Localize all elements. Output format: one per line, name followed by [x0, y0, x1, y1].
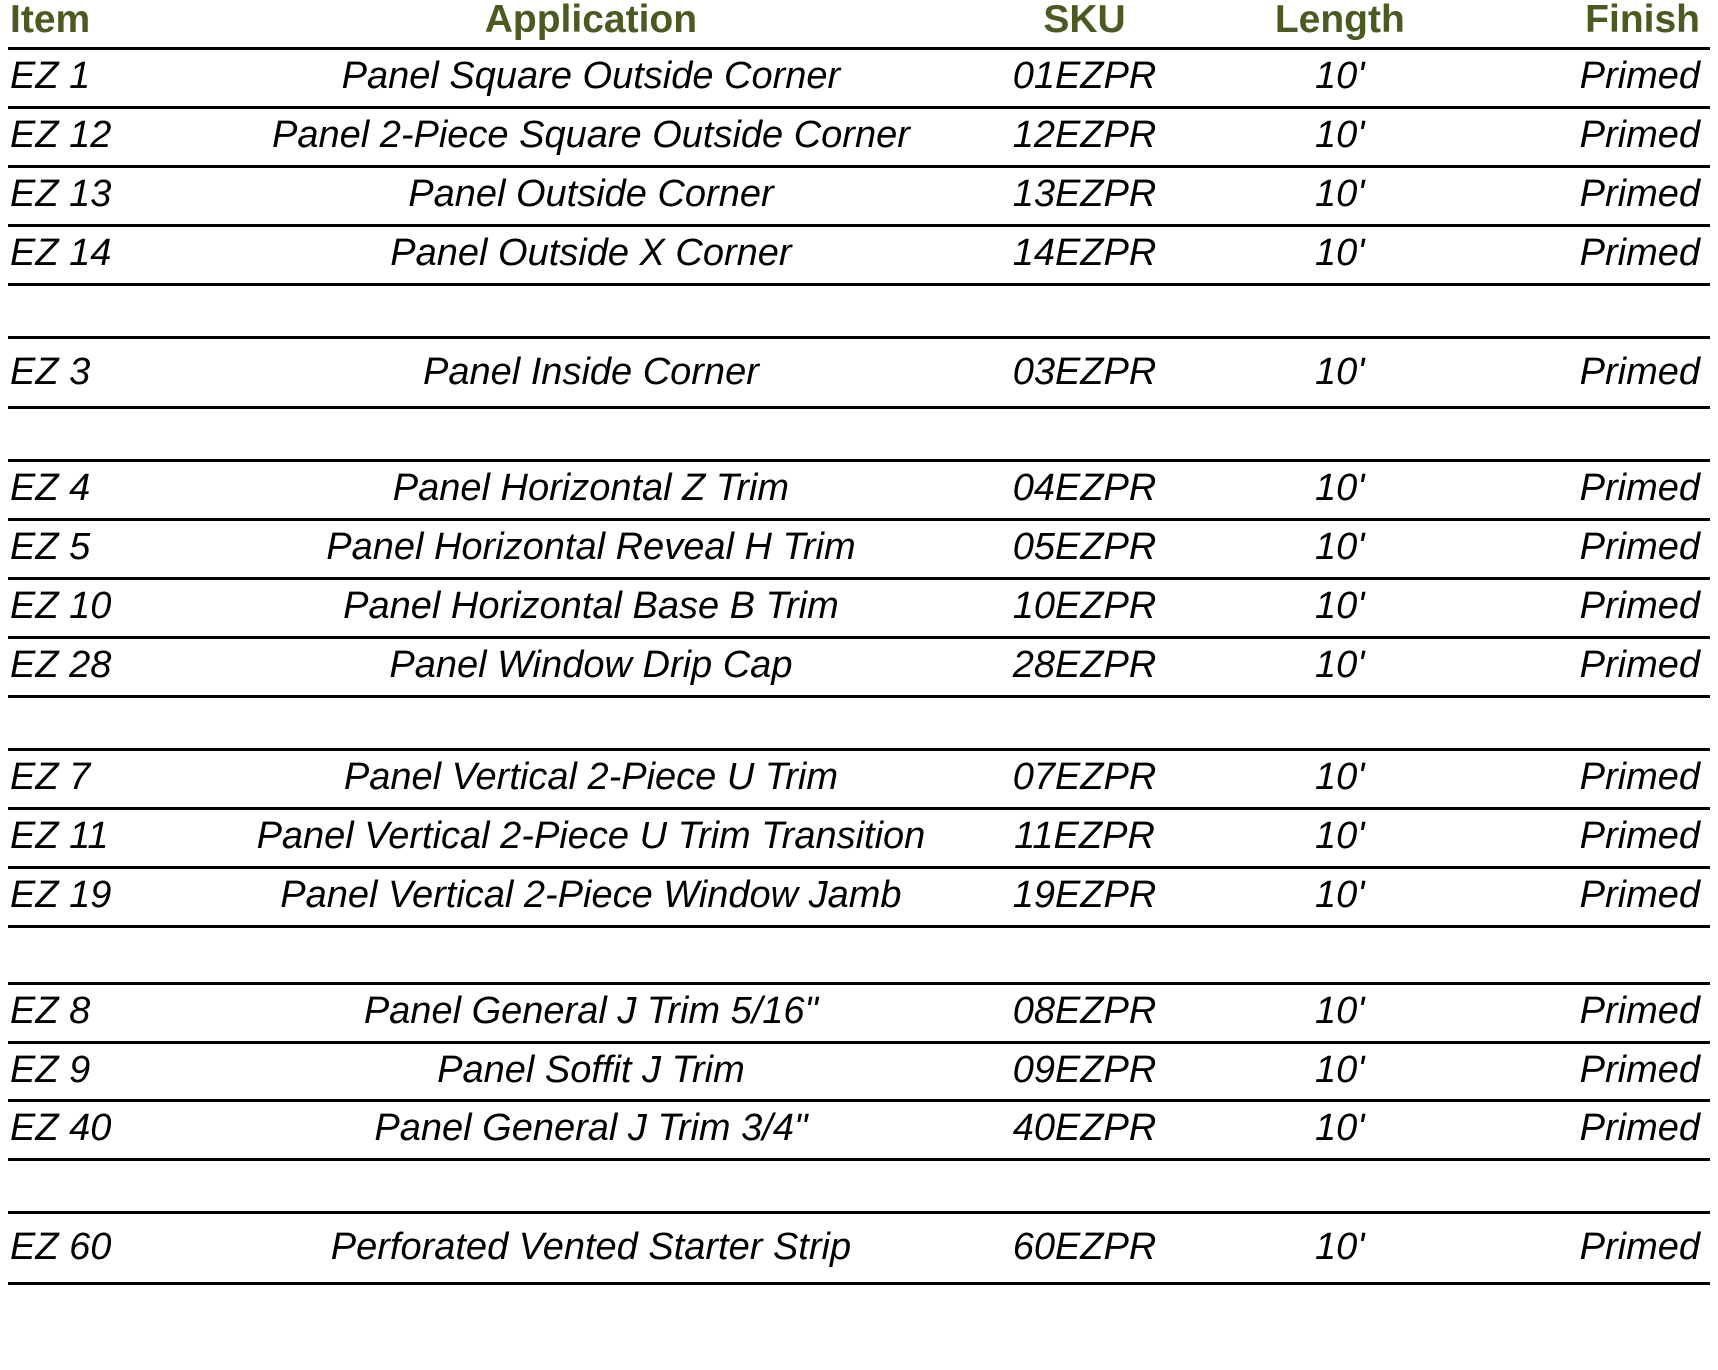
group-separator-cell — [953, 284, 1217, 337]
cell-item: EZ 60 — [8, 1213, 229, 1284]
cell-length: 10' — [1216, 225, 1463, 284]
cell-finish: Primed — [1463, 225, 1710, 284]
cell-item: EZ 8 — [8, 983, 229, 1042]
cell-finish: Primed — [1463, 750, 1710, 809]
group-separator-cell — [1463, 697, 1710, 750]
cell-sku: 08EZPR — [953, 983, 1217, 1042]
group-separator-cell — [953, 408, 1217, 461]
cell-length: 10' — [1216, 750, 1463, 809]
cell-sku: 10EZPR — [953, 579, 1217, 638]
group-separator-cell — [1216, 408, 1463, 461]
cell-length: 10' — [1216, 166, 1463, 225]
group-separator-cell — [953, 1160, 1217, 1213]
cell-finish: Primed — [1463, 1213, 1710, 1284]
cell-sku: 03EZPR — [953, 337, 1217, 408]
cell-sku: 19EZPR — [953, 867, 1217, 926]
table-row — [8, 1213, 1710, 1284]
table-row — [8, 520, 1710, 579]
cell-application: Perforated Vented Starter Strip — [229, 1213, 952, 1284]
group-separator-cell — [8, 697, 229, 750]
table-header-row — [8, 0, 1710, 49]
cell-sku: 14EZPR — [953, 225, 1217, 284]
cell-application: Panel Vertical 2-Piece U Trim — [229, 750, 952, 809]
cell-finish: Primed — [1463, 49, 1710, 108]
table-row — [8, 808, 1710, 867]
group-separator-cell — [229, 284, 952, 337]
cell-sku: 05EZPR — [953, 520, 1217, 579]
cell-finish: Primed — [1463, 337, 1710, 408]
cell-sku: 04EZPR — [953, 461, 1217, 520]
cell-length: 10' — [1216, 579, 1463, 638]
group-separator-cell — [8, 408, 229, 461]
cell-application: Panel Soffit J Trim — [229, 1042, 952, 1101]
table-row — [8, 867, 1710, 926]
cell-length: 10' — [1216, 867, 1463, 926]
table-row — [8, 337, 1710, 408]
group-separator-cell — [1463, 284, 1710, 337]
cell-item: EZ 9 — [8, 1042, 229, 1101]
table-row — [8, 1101, 1710, 1160]
group-separator-cell — [229, 408, 952, 461]
cell-sku: 09EZPR — [953, 1042, 1217, 1101]
cell-item: EZ 14 — [8, 225, 229, 284]
cell-length: 10' — [1216, 1042, 1463, 1101]
cell-length: 10' — [1216, 1213, 1463, 1284]
group-separator-cell — [229, 697, 952, 750]
cell-item: EZ 10 — [8, 579, 229, 638]
cell-finish: Primed — [1463, 1101, 1710, 1160]
table-row — [8, 750, 1710, 809]
cell-item: EZ 4 — [8, 461, 229, 520]
cell-finish: Primed — [1463, 808, 1710, 867]
cell-sku: 40EZPR — [953, 1101, 1217, 1160]
cell-application: Panel Inside Corner — [229, 337, 952, 408]
cell-length: 10' — [1216, 983, 1463, 1042]
table-row — [8, 49, 1710, 108]
cell-finish: Primed — [1463, 166, 1710, 225]
product-trim-table — [8, 0, 1710, 1285]
group-separator-cell — [1216, 926, 1463, 983]
group-separator-cell — [1463, 408, 1710, 461]
cell-application: Panel 2-Piece Square Outside Corner — [229, 107, 952, 166]
cell-application: Panel Outside Corner — [229, 166, 952, 225]
column-header-item: Item — [8, 0, 229, 49]
cell-item: EZ 1 — [8, 49, 229, 108]
cell-item: EZ 7 — [8, 750, 229, 809]
table-row — [8, 461, 1710, 520]
group-separator-cell — [8, 284, 229, 337]
cell-sku: 11EZPR — [953, 808, 1217, 867]
column-header-length: Length — [1216, 0, 1463, 49]
cell-finish: Primed — [1463, 638, 1710, 697]
cell-sku: 07EZPR — [953, 750, 1217, 809]
cell-length: 10' — [1216, 1101, 1463, 1160]
cell-finish: Primed — [1463, 579, 1710, 638]
cell-sku: 13EZPR — [953, 166, 1217, 225]
cell-finish: Primed — [1463, 867, 1710, 926]
cell-sku: 01EZPR — [953, 49, 1217, 108]
group-separator-row — [8, 926, 1710, 983]
table-body — [8, 49, 1710, 1284]
group-separator-cell — [229, 926, 952, 983]
cell-sku: 60EZPR — [953, 1213, 1217, 1284]
group-separator-cell — [953, 697, 1217, 750]
cell-item: EZ 40 — [8, 1101, 229, 1160]
column-header-sku: SKU — [953, 0, 1217, 49]
cell-length: 10' — [1216, 107, 1463, 166]
cell-application: Panel Square Outside Corner — [229, 49, 952, 108]
cell-application: Panel Window Drip Cap — [229, 638, 952, 697]
cell-application: Panel Horizontal Reveal H Trim — [229, 520, 952, 579]
cell-application: Panel General J Trim 3/4" — [229, 1101, 952, 1160]
group-separator-row — [8, 697, 1710, 750]
cell-item: EZ 5 — [8, 520, 229, 579]
group-separator-cell — [8, 1160, 229, 1213]
table-row — [8, 225, 1710, 284]
cell-application: Panel Vertical 2-Piece Window Jamb — [229, 867, 952, 926]
cell-length: 10' — [1216, 49, 1463, 108]
table-row — [8, 983, 1710, 1042]
cell-length: 10' — [1216, 808, 1463, 867]
cell-item: EZ 28 — [8, 638, 229, 697]
cell-finish: Primed — [1463, 461, 1710, 520]
group-separator-cell — [1216, 1160, 1463, 1213]
table-row — [8, 579, 1710, 638]
group-separator-row — [8, 1160, 1710, 1213]
cell-item: EZ 11 — [8, 808, 229, 867]
table-row — [8, 638, 1710, 697]
table-row — [8, 1042, 1710, 1101]
cell-item: EZ 19 — [8, 867, 229, 926]
cell-item: EZ 12 — [8, 107, 229, 166]
cell-length: 10' — [1216, 520, 1463, 579]
cell-application: Panel Horizontal Z Trim — [229, 461, 952, 520]
cell-finish: Primed — [1463, 520, 1710, 579]
group-separator-cell — [8, 926, 229, 983]
cell-application: Panel Horizontal Base B Trim — [229, 579, 952, 638]
group-separator-cell — [229, 1160, 952, 1213]
group-separator-cell — [1216, 697, 1463, 750]
table-header — [8, 0, 1710, 49]
cell-sku: 28EZPR — [953, 638, 1217, 697]
cell-length: 10' — [1216, 638, 1463, 697]
cell-length: 10' — [1216, 337, 1463, 408]
cell-length: 10' — [1216, 461, 1463, 520]
cell-finish: Primed — [1463, 983, 1710, 1042]
cell-application: Panel General J Trim 5/16" — [229, 983, 952, 1042]
table-row — [8, 166, 1710, 225]
column-header-finish: Finish — [1463, 0, 1710, 49]
group-separator-cell — [1463, 1160, 1710, 1213]
group-separator-row — [8, 408, 1710, 461]
cell-item: EZ 13 — [8, 166, 229, 225]
group-separator-row — [8, 284, 1710, 337]
group-separator-cell — [953, 926, 1217, 983]
group-separator-cell — [1463, 926, 1710, 983]
group-separator-cell — [1216, 284, 1463, 337]
cell-finish: Primed — [1463, 1042, 1710, 1101]
cell-sku: 12EZPR — [953, 107, 1217, 166]
cell-application: Panel Vertical 2-Piece U Trim Transition — [229, 808, 952, 867]
cell-application: Panel Outside X Corner — [229, 225, 952, 284]
column-header-application: Application — [229, 0, 952, 49]
table-row — [8, 107, 1710, 166]
cell-item: EZ 3 — [8, 337, 229, 408]
cell-finish: Primed — [1463, 107, 1710, 166]
